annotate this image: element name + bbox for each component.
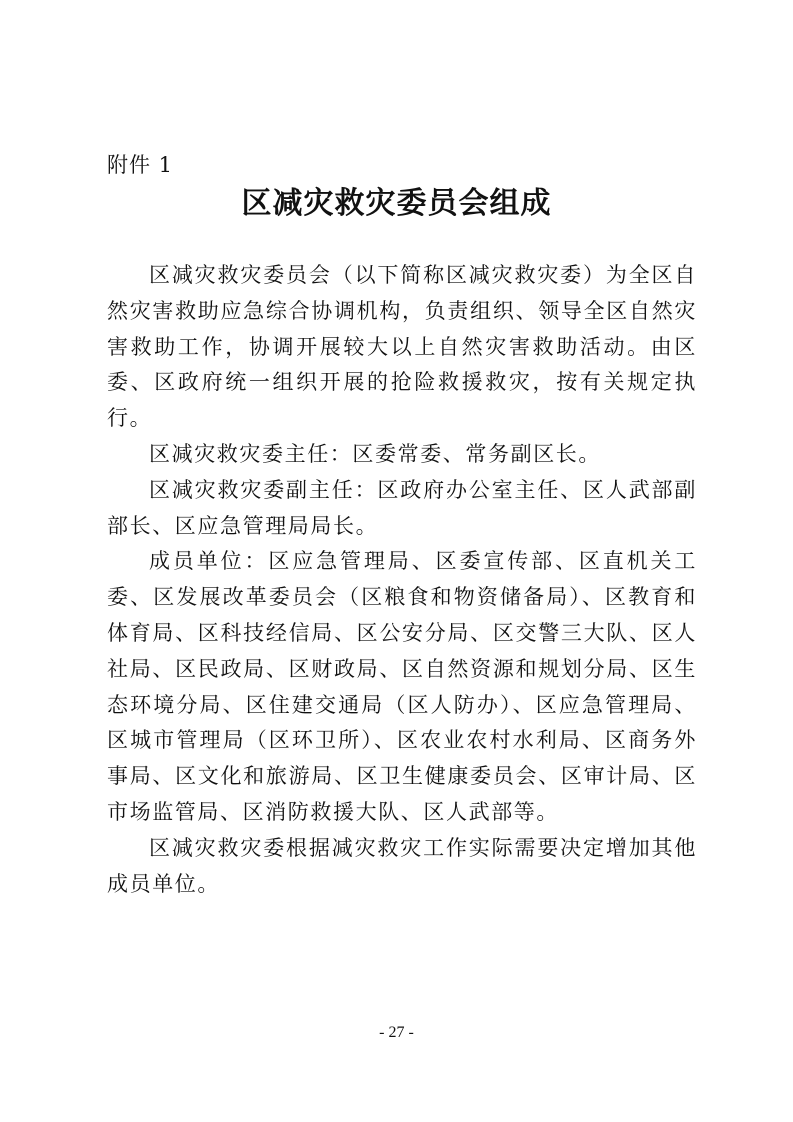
document-body (107, 258, 697, 902)
attachment-label: 附件 1 (107, 153, 174, 177)
paragraph-member-units: 成员单位：区应急管理局、区委宣传部、区直机关工委、区发展改革委员会（区粮食和物资储备局）、区教育和体育局、区科技经信局、区公安分局、区交警三大队、区人社局、区民政局、区财政局、区自然资源和规划分局、区生态环境分局、区住建交通局（区人防办）、区应急管理局、区城市管理局（区环卫所）、区农业农村水利局、区商务外事局、区文化和旅游局、区卫生健康委员会、区审计局、区市场监管局、区消防救援大队、区人武部等。 (107, 549, 697, 824)
page-number: - 27 - (379, 1024, 414, 1041)
paragraph-director: 区减灾救灾委主任：区委常委、常务副区长。 (149, 441, 601, 466)
document-title: 区减灾救灾委员会组成 (241, 186, 552, 221)
paragraph-additional-members: 区减灾救灾委根据减灾救灾工作实际需要决定增加其他成员单位。 (107, 835, 697, 896)
paragraph-intro: 区减灾救灾委员会（以下简称区减灾救灾委）为全区自然灾害救助应急综合协调机构，负责组织、领导全区自然灾害救助工作，协调开展较大以上自然灾害救助活动。由区委、区政府统一组织开展的抢险救援救灾，按有关规定执行。 (107, 263, 697, 431)
paragraph-deputy-director: 区减灾救灾委副主任：区政府办公室主任、区人武部副部长、区应急管理局局长。 (107, 477, 697, 538)
